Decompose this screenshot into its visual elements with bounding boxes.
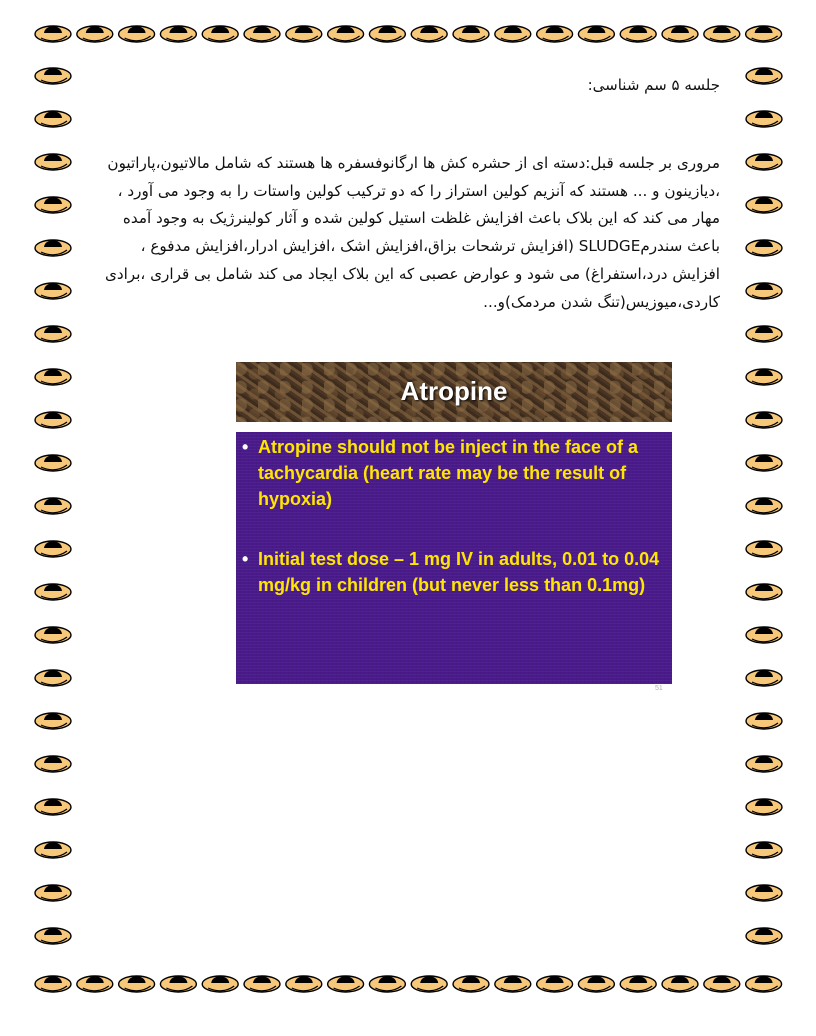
sombrero-icon [35,455,71,471]
sombrero-icon [746,541,782,557]
sombrero-icon [746,26,782,42]
sombrero-icon [537,976,573,992]
sombrero-icon [411,26,447,42]
sombrero-icon [35,713,71,729]
slide-number: 51 [655,685,663,692]
sombrero-icon [495,976,531,992]
sombrero-icon [746,627,782,643]
sombrero-icon [35,885,71,901]
slide-title: Atropine [400,376,508,406]
sombrero-icon [35,326,71,342]
sombrero-icon [453,976,489,992]
sombrero-icon [578,976,614,992]
sombrero-icon [746,154,782,170]
document-paragraph: مروری بر جلسه قبل:دسته ای از حشره کش ها ارگانوفسفره ها هستند که شامل مالاتیون،پاراتیون ،دیازینون و ... هستند که آنزیم کولین استراز را که دو ترکیب کولین واستات را به وجود می آورد ، مهار می کند که این بلاک باعث افزایش غلظت استیل کولین شده و آثار کولینرژیک به وجود آمده باعث سندرمSLUDGE (افزایش ترشحات بزاق،افزایش اشک ،افزایش ادرار،افزایش مدفوع ، افزایش درد،استفراغ) می شود و عوارض عصبی که این بلاک ایجاد می کند شامل بی قراری ،برادی کاردی،میوزیس(تنگ شدن مردمک)و... [104,154,720,311]
sombrero-icon [35,584,71,600]
sombrero-icon [35,498,71,514]
sombrero-icon [620,976,656,992]
sombrero-icon [746,498,782,514]
sombrero-icon [578,26,614,42]
sombrero-icon [202,976,238,992]
sombrero-icon [328,976,364,992]
sombrero-icon [328,26,364,42]
slide-body [236,432,672,684]
sombrero-icon [746,68,782,84]
sombrero-icon [746,713,782,729]
sombrero-icon [35,283,71,299]
slide-bullet-text: Atropine should not be inject in the face of a tachycardia (heart rate may be the result of hypoxia) [258,437,639,509]
sombrero-icon [119,26,155,42]
sombrero-icon [746,976,782,992]
sombrero-icon [746,885,782,901]
sombrero-icon [704,976,740,992]
sombrero-icon [453,26,489,42]
sombrero-icon [662,976,698,992]
sombrero-icon [35,412,71,428]
sombrero-icon [35,240,71,256]
sombrero-icon [411,976,447,992]
sombrero-icon [662,26,698,42]
sombrero-icon [35,154,71,170]
sombrero-icon [35,26,71,42]
slide-bullet-text: Initial test dose – 1 mg IV in adults, 0.01 to 0.04 mg/kg in children (but never less than 0.1mg) [258,549,660,595]
sombrero-icon [35,842,71,858]
sombrero-icon [35,928,71,944]
sombrero-icon [244,26,280,42]
sombrero-icon [620,26,656,42]
sombrero-icon [746,928,782,944]
sombrero-icon [369,976,405,992]
sombrero-icon [77,26,113,42]
sombrero-icon [746,197,782,213]
slide-bullet [242,546,662,598]
sombrero-icon [35,68,71,84]
sombrero-icon [35,670,71,686]
sombrero-icon [746,584,782,600]
sombrero-icon [35,799,71,815]
sombrero-icon [746,111,782,127]
sombrero-icon [35,111,71,127]
sombrero-icon [746,240,782,256]
sombrero-icon [746,455,782,471]
sombrero-icon [746,756,782,772]
sombrero-icon [119,976,155,992]
sombrero-icon [202,26,238,42]
sombrero-icon [160,976,196,992]
sombrero-icon [746,412,782,428]
sombrero-icon [537,26,573,42]
sombrero-icon [244,976,280,992]
embedded-slide [236,362,672,684]
sombrero-icon [286,26,322,42]
sombrero-icon [35,369,71,385]
bullet-dot-icon: • [242,437,249,457]
sombrero-icon [35,541,71,557]
sombrero-icon [35,197,71,213]
sombrero-icon [369,26,405,42]
sombrero-icon [495,26,531,42]
bullet-dot-icon: • [242,549,249,569]
sombrero-icon [77,976,113,992]
sombrero-icon [746,799,782,815]
sombrero-icon [286,976,322,992]
sombrero-icon [746,369,782,385]
sombrero-icon [746,283,782,299]
slide-bullet [242,434,662,512]
document-heading: جلسه ۵ سم شناسی: [587,76,720,94]
sombrero-icon [35,976,71,992]
sombrero-icon [35,627,71,643]
sombrero-icon [704,26,740,42]
sombrero-icon [746,326,782,342]
sombrero-icon [35,756,71,772]
sombrero-icon [746,670,782,686]
sombrero-icon [160,26,196,42]
sombrero-icon [746,842,782,858]
